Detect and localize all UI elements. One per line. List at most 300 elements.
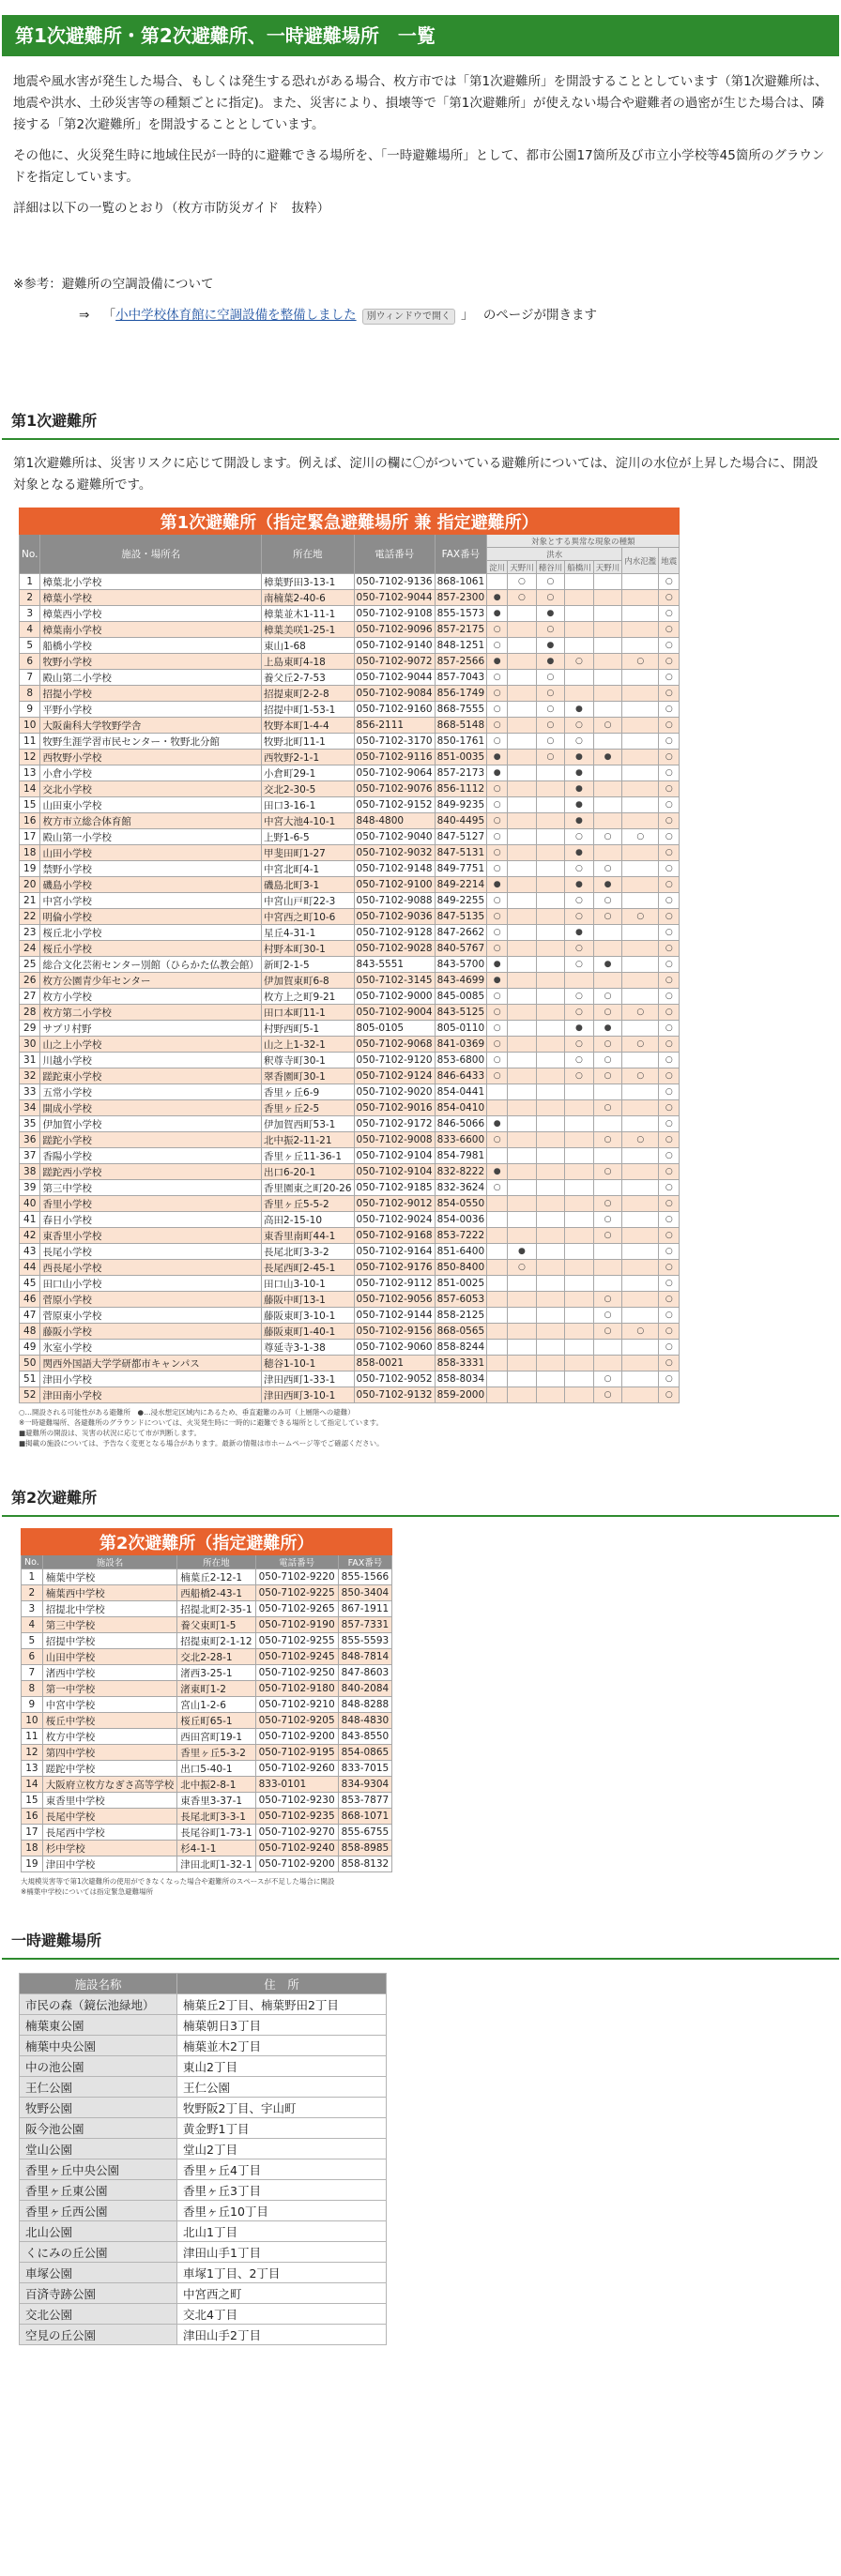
hazard-cell [536,925,565,941]
hazard-cell [593,1276,622,1292]
table-row [20,1994,387,2015]
hazard-cell [622,1196,659,1212]
table-cell: 857-2566 [435,654,487,670]
hazard-cell: ○ [593,1132,622,1148]
hazard-cell: ● [487,606,508,622]
table-row [20,973,680,989]
table-cell: 車塚公園 [20,2263,177,2283]
hazard-cell [508,686,537,702]
hazard-cell: ● [487,1164,508,1180]
table-cell: 百済寺跡公園 [20,2283,177,2304]
hazard-cell [565,1100,594,1116]
table-cell: 養父丘2-7-53 [262,670,355,686]
table-cell: 明倫小学校 [40,909,262,925]
hazard-cell [536,1228,565,1244]
hazard-cell: ● [487,1116,508,1132]
table-cell: 050-7102-9172 [354,1116,435,1132]
table-cell: 050-7102-9032 [354,845,435,861]
hazard-cell: ○ [659,1100,680,1116]
hazard-cell [593,654,622,670]
table-cell: 21 [20,893,40,909]
primary-shelter-table [19,508,680,1403]
table-cell: 40 [20,1196,40,1212]
hazard-cell [622,1260,659,1276]
hazard-cell: ○ [659,861,680,877]
table-cell: 6 [22,1649,43,1665]
hazard-cell: ○ [565,1005,594,1021]
table-row [20,2242,387,2263]
col-no: No. [20,535,40,574]
hazard-cell [487,1196,508,1212]
table-cell: 第四中学校 [42,1745,177,1761]
table-cell: 854-0550 [435,1196,487,1212]
table-row [20,2139,387,2159]
table-cell: 050-7102-9210 [255,1697,338,1713]
hazard-cell [622,606,659,622]
table-row [20,1021,680,1037]
table-row [20,1068,680,1084]
hazard-cell [622,877,659,893]
hazard-cell [593,606,622,622]
table-row [22,1697,392,1713]
hazard-cell [508,1021,537,1037]
intro-paragraph-2: その他に、火災発生時に地域住民が一時的に避難できる場所を、「一時避難場所」として、都市公園17箇所及び市立小学校等45箇所のグラウンドを指定しています。 [13,148,825,185]
table-cell: 北山公園 [20,2221,177,2242]
table-cell: 4 [22,1617,43,1633]
table-row [20,2056,387,2077]
hazard-cell: ○ [659,813,680,829]
table-cell: 843-8550 [338,1729,392,1745]
table-cell: 850-8400 [435,1260,487,1276]
table-cell: 49 [20,1340,40,1356]
table-cell: 中宮西之町10-6 [262,909,355,925]
hazard-cell: ○ [593,1212,622,1228]
table-cell: 858-8132 [338,1856,392,1872]
hazard-cell: ○ [659,781,680,797]
table-cell: 市民の森（鏡伝池緑地） [20,1994,177,2015]
table-cell: 050-7102-9040 [354,829,435,845]
table-cell: 樟葉野田3-13-1 [262,574,355,590]
table-cell: 氷室小学校 [40,1340,262,1356]
hazard-cell: ● [565,781,594,797]
table-row [22,1761,392,1777]
hazard-cell: ○ [659,686,680,702]
temporary-area-table [19,1973,387,2345]
table-cell: 13 [20,765,40,781]
table-cell: 長尾西中学校 [42,1825,177,1841]
table-row [20,797,680,813]
table-cell: 832-3624 [435,1180,487,1196]
hazard-cell [593,1148,622,1164]
col-address: 所在地 [262,535,355,574]
table-cell: 15 [20,797,40,813]
hazard-cell: ● [487,765,508,781]
hazard-cell: ○ [659,574,680,590]
table-cell: 香里ヶ丘4丁目 [177,2159,387,2180]
table-cell: 楠葉朝日3丁目 [177,2015,387,2036]
table-cell: 050-7102-9124 [354,1068,435,1084]
hazard-cell [508,941,537,957]
hazard-cell [565,1340,594,1356]
table-cell: 832-8222 [435,1164,487,1180]
hazard-cell [536,1180,565,1196]
hazard-cell [508,1196,537,1212]
table-cell: 7 [22,1665,43,1681]
hazard-cell: ○ [487,909,508,925]
hazard-cell: ○ [487,622,508,638]
table-cell: 長尾小学校 [40,1244,262,1260]
hazard-cell: ○ [659,1164,680,1180]
hazard-cell [593,765,622,781]
hazard-cell [508,989,537,1005]
hazard-cell [622,925,659,941]
hazard-cell: ○ [593,861,622,877]
hazard-cell [565,590,594,606]
hazard-cell: ○ [565,861,594,877]
hazard-cell [622,1180,659,1196]
table-cell: 855-5593 [338,1633,392,1649]
hazard-cell [487,1212,508,1228]
hazard-cell: ○ [593,909,622,925]
hazard-cell: ○ [536,718,565,734]
table-cell: 32 [20,1068,40,1084]
hazard-cell [593,1084,622,1100]
table-cell: 交北小学校 [40,781,262,797]
table-cell: 849-9235 [435,797,487,813]
table-cell: 津田南小学校 [40,1387,262,1403]
hazard-cell [565,1148,594,1164]
hazard-cell [536,973,565,989]
hazard-cell [565,606,594,622]
table-cell: 050-7102-3145 [354,973,435,989]
table-cell: 050-7102-9024 [354,1212,435,1228]
table-cell: 出口5-40-1 [177,1761,255,1777]
table-row [20,686,680,702]
table-cell: 山之上1-32-1 [262,1037,355,1053]
hazard-cell: ○ [487,845,508,861]
hazard-cell: ● [487,957,508,973]
table-cell: 樟葉並木1-11-1 [262,606,355,622]
hazard-cell [593,845,622,861]
hazard-cell: ● [536,654,565,670]
hazard-cell: ○ [659,1340,680,1356]
hazard-cell [622,1148,659,1164]
table-cell: 847-2662 [435,925,487,941]
hazard-cell: ○ [659,941,680,957]
table-cell: 853-6800 [435,1053,487,1068]
table-cell: 868-7555 [435,702,487,718]
hazard-cell [536,1005,565,1021]
table-cell: 2 [20,590,40,606]
col-tel: 電話番号 [354,535,435,574]
table-cell: 45 [20,1276,40,1292]
table-cell: 050-7102-9076 [354,781,435,797]
table-cell: 招提中学校 [42,1633,177,1649]
hazard-cell [508,1371,537,1387]
hazard-cell [536,1037,565,1053]
table-cell: 甲斐田町1-27 [262,845,355,861]
table-cell: 第一中学校 [42,1681,177,1697]
hazard-cell: ○ [536,590,565,606]
hazard-cell: ○ [659,606,680,622]
table-cell: 050-7102-9104 [354,1164,435,1180]
table-cell: 848-4830 [338,1713,392,1729]
hazard-cell [593,702,622,718]
table-row [20,2118,387,2139]
section-heading-1: 第1次避難所 [2,409,839,440]
table-cell: 釈尊寺町30-1 [262,1053,355,1068]
table-row [20,2098,387,2118]
aircon-link[interactable]: 小中学校体育館に空調設備を整備しました [115,308,357,323]
hazard-cell [536,1100,565,1116]
table-row [20,1212,680,1228]
hazard-cell: ○ [659,765,680,781]
hazard-cell [622,1212,659,1228]
hazard-cell: ○ [622,1037,659,1053]
table-row [22,1585,392,1601]
table-row [20,1053,680,1068]
table-cell: 16 [20,813,40,829]
col-fax: FAX番号 [338,1555,392,1569]
table-row [20,829,680,845]
hazard-cell: ○ [536,574,565,590]
table-cell: 48 [20,1324,40,1340]
hazard-cell: ○ [622,1324,659,1340]
hazard-cell [508,606,537,622]
table-cell: 高田2-15-10 [262,1212,355,1228]
hazard-cell: ○ [622,654,659,670]
hazard-cell [536,941,565,957]
table-row [20,718,680,734]
table-cell: 050-7102-9156 [354,1324,435,1340]
hazard-cell: ○ [659,957,680,973]
hazard-cell [593,590,622,606]
table-cell: 田口3-16-1 [262,797,355,813]
table-cell: 中宮大池4-10-1 [262,813,355,829]
hazard-cell [622,1228,659,1244]
hazard-cell: ● [565,877,594,893]
table-cell: 尊延寺3-1-38 [262,1340,355,1356]
link-open-bracket: 「 [102,308,116,323]
table-cell: 4 [20,622,40,638]
arrow-icon: ⇒ [79,308,90,323]
hazard-cell: ○ [593,1371,622,1387]
table-cell: 845-0085 [435,989,487,1005]
hazard-cell: ○ [565,1068,594,1084]
table-cell: 050-7102-9220 [255,1569,338,1585]
table-cell: 長尾西町2-45-1 [262,1260,355,1276]
table-cell: 開成小学校 [40,1100,262,1116]
hazard-cell [565,1132,594,1148]
table-row [22,1745,392,1761]
hazard-cell [536,781,565,797]
hazard-cell: ○ [659,1132,680,1148]
table-cell: 五常小学校 [40,1084,262,1100]
hazard-cell: ○ [659,1068,680,1084]
table-cell: 招提北中学校 [42,1601,177,1617]
hazard-cell [593,638,622,654]
table-cell: 春日小学校 [40,1212,262,1228]
hazard-cell: ○ [536,734,565,750]
col-address: 住 所 [177,1974,387,1994]
col-address: 所在地 [177,1555,255,1569]
hazard-cell [622,734,659,750]
table-cell: 招提北町2-35-1 [177,1601,255,1617]
col-flood: 洪水 [487,548,622,561]
table-cell: 851-0025 [435,1276,487,1292]
hazard-cell [536,1371,565,1387]
hazard-cell [565,1180,594,1196]
hazard-cell [487,1371,508,1387]
hazard-cell [565,973,594,989]
table-cell: 41 [20,1212,40,1228]
hazard-cell: ○ [622,909,659,925]
table-cell: 翠香園町30-1 [262,1068,355,1084]
table-cell: 招提東町2-2-8 [262,686,355,702]
note-line: ■避難所の開設は、災害の状況に応じて市が判断します。 [19,1429,201,1437]
hazard-cell: ● [565,813,594,829]
table-row [20,1037,680,1053]
table-cell: 854-0410 [435,1100,487,1116]
hazard-cell [487,1292,508,1308]
table-cell: 16 [22,1809,43,1825]
hazard-cell [536,909,565,925]
table-cell: 香里ヶ丘11-36-1 [262,1148,355,1164]
hazard-cell: ○ [487,1132,508,1148]
hazard-cell: ○ [593,1005,622,1021]
hazard-cell [593,973,622,989]
table-cell: 菅原東小学校 [40,1308,262,1324]
table-cell: 山田中学校 [42,1649,177,1665]
table-cell: 香里ヶ丘2-5 [262,1100,355,1116]
hazard-cell [622,750,659,765]
table-cell: 846-5066 [435,1116,487,1132]
table-cell: 新町2-1-5 [262,957,355,973]
col-tel: 電話番号 [255,1555,338,1569]
table-cell: 868-1061 [435,574,487,590]
table-cell: 19 [20,861,40,877]
table-row [20,1308,680,1324]
table-cell: 王仁公園 [20,2077,177,2098]
hazard-cell: ○ [487,989,508,1005]
table-cell: 851-0035 [435,750,487,765]
table-row [20,1260,680,1276]
hazard-cell [565,1244,594,1260]
table-cell: 蹉跎西小学校 [40,1164,262,1180]
table-cell: 11 [22,1729,43,1745]
hazard-cell [565,1084,594,1100]
table-cell: 050-7102-9128 [354,925,435,941]
table-row [20,702,680,718]
table-cell: 050-7102-9104 [354,1148,435,1164]
hazard-cell [508,1005,537,1021]
table-cell: 46 [20,1292,40,1308]
hazard-cell [536,957,565,973]
table-cell: 交北公園 [20,2304,177,2325]
table-cell: 42 [20,1228,40,1244]
hazard-cell [536,1148,565,1164]
hazard-cell [508,925,537,941]
hazard-cell: ○ [487,670,508,686]
table-cell: 14 [22,1777,43,1793]
hazard-cell [622,1356,659,1371]
table-cell: 050-7102-9185 [354,1180,435,1196]
table-row [20,893,680,909]
table-cell: 868-1071 [338,1809,392,1825]
hazard-cell: ○ [487,1180,508,1196]
table-row [20,2221,387,2242]
table-cell: 黄金野1丁目 [177,2118,387,2139]
table-cell: 西牧野小学校 [40,750,262,765]
hazard-cell: ○ [593,893,622,909]
table-cell: 香里ヶ丘東公園 [20,2180,177,2201]
hazard-cell [593,1180,622,1196]
hazard-cell [487,1308,508,1324]
table-row [20,2201,387,2221]
table-row [20,2263,387,2283]
hazard-cell: ● [565,845,594,861]
table-cell: 858-8244 [435,1340,487,1356]
hazard-cell: ● [487,973,508,989]
note-line: ※一時避難場所、各避難所のグラウンドについては、火災発生時に一時的に避難できる場所として指定しています。 [19,1418,384,1427]
hazard-cell: ○ [593,1308,622,1324]
hazard-cell: ○ [508,574,537,590]
hazard-cell: ○ [565,829,594,845]
hazard-cell [593,1356,622,1371]
hazard-cell: ○ [659,734,680,750]
hazard-cell [536,893,565,909]
table-row [20,781,680,797]
table-row [20,1292,680,1308]
table-cell: 9 [22,1697,43,1713]
hazard-cell: ○ [536,686,565,702]
hazard-cell [487,1324,508,1340]
table-cell: サプリ村野 [40,1021,262,1037]
hazard-cell: ○ [487,1053,508,1068]
hazard-cell: ○ [659,829,680,845]
hazard-cell: ● [487,654,508,670]
table-cell: 850-3404 [338,1585,392,1601]
hazard-cell: ○ [536,670,565,686]
table-cell: 843-4699 [435,973,487,989]
hazard-cell [593,622,622,638]
hazard-cell: ○ [659,590,680,606]
table-cell: 853-7877 [338,1793,392,1809]
table-cell: 香里園東之町20-26 [262,1180,355,1196]
table-cell: 招提小学校 [40,686,262,702]
hazard-cell: ○ [593,1196,622,1212]
table-cell: 28 [20,1005,40,1021]
hazard-cell: ○ [659,1276,680,1292]
hazard-cell: ○ [659,654,680,670]
table-cell: 磯島小学校 [40,877,262,893]
hazard-cell: ○ [659,1037,680,1053]
table-cell: 847-5127 [435,829,487,845]
table-cell: 枚方上之町9-21 [262,989,355,1005]
table-row [20,622,680,638]
hazard-cell [622,1021,659,1037]
table-cell: 蹉跎小学校 [40,1132,262,1148]
hazard-cell: ○ [593,1292,622,1308]
hazard-cell: ○ [593,1387,622,1403]
table-row [22,1793,392,1809]
table-cell: 857-7331 [338,1617,392,1633]
hazard-cell [622,638,659,654]
table-cell: 050-7102-9056 [354,1292,435,1308]
table-cell: 850-1761 [435,734,487,750]
hazard-cell [593,574,622,590]
hazard-cell [622,797,659,813]
